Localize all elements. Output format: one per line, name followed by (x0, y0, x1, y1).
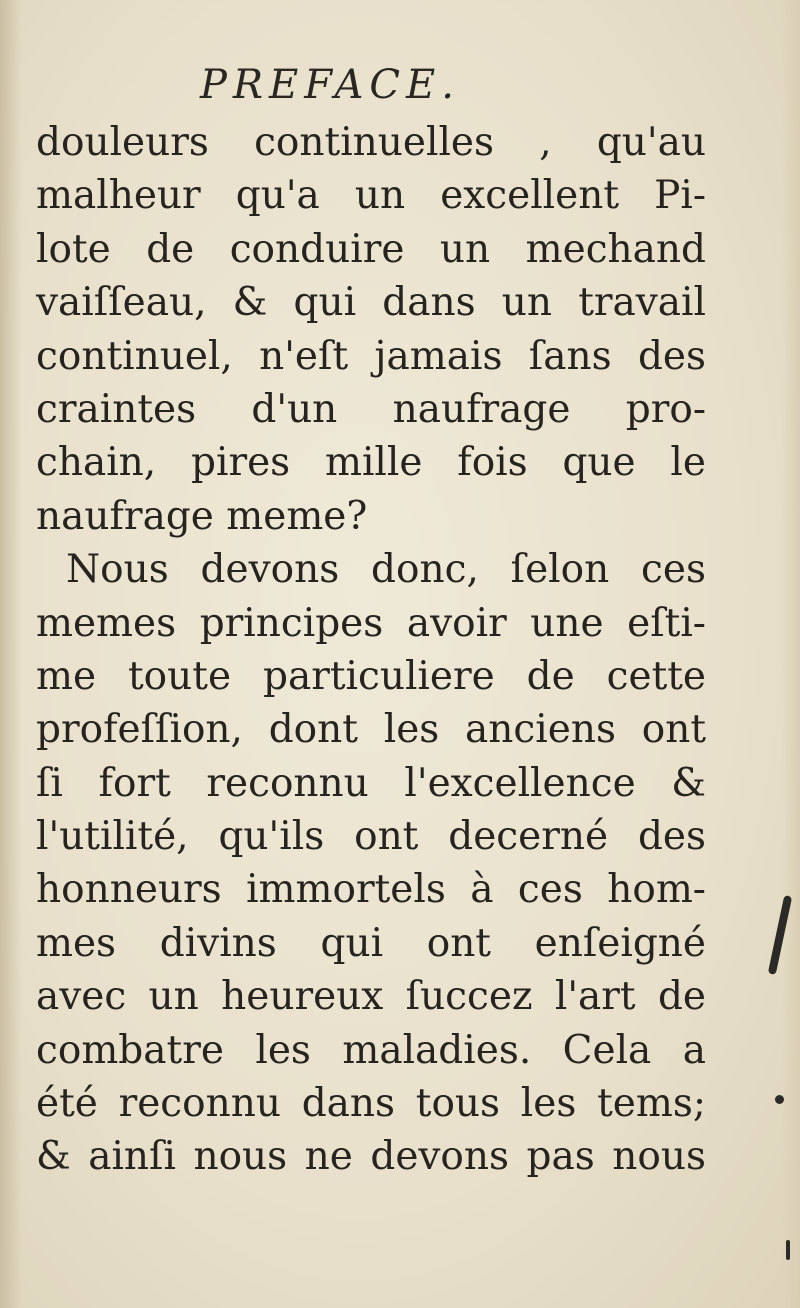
text-line: & ainſi nous ne devons pas nous (36, 1134, 706, 1180)
running-head: PREFACE. (200, 62, 460, 108)
text-line: combatre les maladies. Cela a (36, 1027, 706, 1073)
text-line: lote de conduire un mechand (36, 226, 706, 272)
ink-dot (775, 1095, 784, 1104)
page-edge (782, 0, 800, 1308)
text-line: avec un heureux ſuccez l'art de (36, 974, 706, 1020)
text-line: Nous devons donc, ſelon ces (66, 547, 706, 593)
text-line: ſi fort reconnu l'excellence & (36, 760, 706, 806)
text-line: me toute particuliere de cette (36, 653, 706, 699)
text-line: continuel, n'eſt jamais ſans des (36, 333, 706, 379)
text-line: craintes d'un naufrage pro- (36, 386, 706, 432)
ink-mark (786, 1240, 790, 1260)
gutter-shadow (0, 0, 22, 1308)
text-line: mes divins qui ont enſeigné (36, 920, 706, 966)
text-line: profeſſion, dont les anciens ont (36, 707, 706, 753)
text-line: vaiſſeau, & qui dans un travail (36, 280, 706, 326)
body-text (36, 116, 706, 1184)
text-line: memes principes avoir une eſti- (36, 600, 706, 646)
text-line: malheur qu'a un excellent Pi- (36, 173, 706, 219)
text-line: chain, pires mille fois que le (36, 440, 706, 486)
text-line: honneurs immortels à ces hom- (36, 867, 706, 913)
text-line: été reconnu dans tous les tems; (36, 1081, 706, 1127)
text-line: naufrage meme? (36, 493, 368, 539)
text-line: douleurs continuelles , qu'au (36, 120, 706, 165)
text-line: l'utilité, qu'ils ont decerné des (36, 814, 706, 860)
